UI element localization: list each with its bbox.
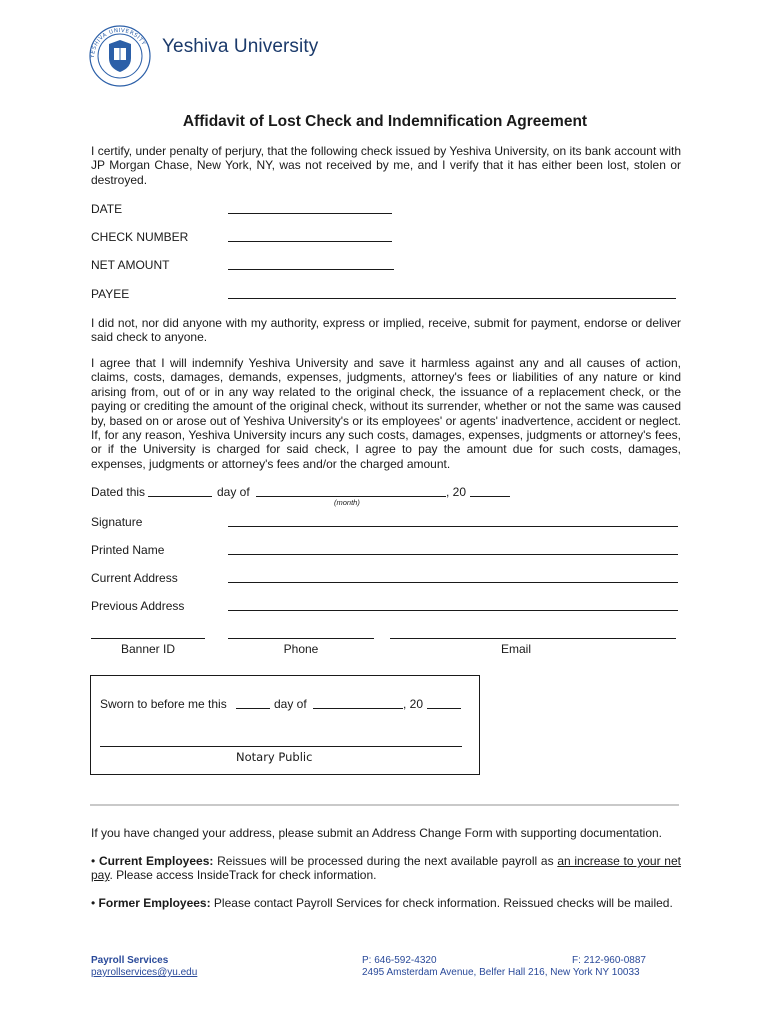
notary-year-field[interactable] xyxy=(427,708,461,709)
former-employees-text: Please contact Payroll Services for check information. Reissued checks will be mailed. xyxy=(210,896,673,910)
current-employees-underlined: an increase to your net pay xyxy=(91,854,681,883)
university-name: Yeshiva University xyxy=(162,36,319,57)
footer-contact xyxy=(91,955,197,979)
signature-label: Signature xyxy=(91,515,143,529)
current-employees-text-1: Reissues will be processed during the next available payroll as xyxy=(213,854,558,868)
notary-month-field[interactable] xyxy=(313,708,403,709)
address-change-note: If you have changed your address, please submit an Address Change Form with supporting documentation. xyxy=(91,826,663,840)
intro-paragraph: I certify, under penalty of perjury, that the following check issued by Yeshiva University, on its bank account with JP Morgan Chase, New York, NY, was not received by me, and I verify that it has either been lost, stolen or destroyed. xyxy=(91,144,681,187)
date-field[interactable] xyxy=(228,213,392,214)
printed-name-label: Printed Name xyxy=(91,543,165,557)
notary-sworn-prefix: Sworn to before me this xyxy=(100,697,227,711)
current-address-field[interactable] xyxy=(228,582,678,583)
current-employees-text-2: . Please access InsideTrack for check information. xyxy=(109,868,377,883)
footer-address-block xyxy=(362,955,646,979)
statement-indemnify: I agree that I will indemnify Yeshiva University and save it harmless against any and all causes of action, claims, costs, damages, demands, expenses, judgments, attorney's fees or liabilities of any nature or kind arising from, out of or in any way related to the original check, the issuance of a replacement check, or the paying or crediting the amount of the original check, without its surrender, whether or not the same was caused by, based on or arose out of Yeshiva University's or its employees' or agents' inadvertence, accident or neglect. If, for any reason, Yeshiva University incurs any such costs, damages, expenses, judgments or attorney's fees, or if the University is charged for said check, I agree to pay the amount due for such costs, damages, expenses, judgments or attorney's fees and/or the charged amount. xyxy=(91,356,681,471)
check-number-field[interactable] xyxy=(228,241,392,242)
dated-year-field[interactable] xyxy=(470,496,510,497)
signature-field[interactable] xyxy=(228,526,678,527)
email-field[interactable] xyxy=(390,638,676,639)
email-label: Email xyxy=(500,642,531,656)
current-employees-note: • Current Employees: Reissues will be processed during the next available payroll as an increase to your net pay. Please access InsideTrack for check information. xyxy=(91,854,681,883)
phone-label: Phone xyxy=(283,642,319,656)
dated-prefix: Dated this xyxy=(91,485,146,499)
page-title: Affidavit of Lost Check and Indemnification Agreement xyxy=(182,113,588,130)
footer-fax: F: 212-960-0887 xyxy=(572,955,646,966)
footer-phone: P: 646-592-4320 xyxy=(362,955,437,966)
footer-address: 2495 Amsterdam Avenue, Belfer Hall 216, New York NY 10033 xyxy=(362,967,640,978)
printed-name-field[interactable] xyxy=(228,554,678,555)
previous-address-field[interactable] xyxy=(228,610,678,611)
dated-day-field[interactable] xyxy=(148,496,212,497)
phone-field[interactable] xyxy=(228,638,374,639)
dated-year-prefix: , 20 xyxy=(446,485,467,499)
notary-day-of: day of xyxy=(274,697,307,711)
footer-email-link[interactable]: payrollservices@yu.edu xyxy=(91,967,198,978)
notary-year-prefix: , 20 xyxy=(403,697,424,711)
banner-id-field[interactable] xyxy=(91,638,205,639)
dated-day-of: day of xyxy=(217,485,250,499)
banner-id-label: Banner ID xyxy=(120,642,176,656)
section-divider xyxy=(90,804,679,806)
previous-address-label: Previous Address xyxy=(91,599,185,613)
statement-no-endorse: I did not, nor did anyone with my authority, express or implied, receive, submit for payment, endorse or deliver said check to anyone. xyxy=(91,316,681,345)
university-seal-icon xyxy=(84,22,156,88)
check-number-label: CHECK NUMBER xyxy=(91,230,189,244)
former-employees-note: • Former Employees: Please contact Payroll Services for check information. Reissued checks will be mailed. xyxy=(91,896,673,910)
payee-label: PAYEE xyxy=(91,287,130,301)
former-employees-label: Former Employees: xyxy=(98,896,211,910)
month-hint: (month) xyxy=(334,498,360,507)
footer-department: Payroll Services xyxy=(91,955,169,966)
net-amount-field[interactable] xyxy=(228,269,394,270)
notary-public-label: Notary Public xyxy=(236,750,313,764)
notary-signature-line[interactable] xyxy=(100,746,462,747)
current-employees-label: Current Employees: xyxy=(98,854,214,868)
date-label: DATE xyxy=(91,202,123,216)
notary-day-field[interactable] xyxy=(236,708,270,709)
net-amount-label: NET AMOUNT xyxy=(91,258,170,272)
current-address-label: Current Address xyxy=(91,571,178,585)
dated-month-field[interactable] xyxy=(256,496,446,497)
seal-lettering: YESHIVA UNIVERSITY xyxy=(89,27,147,59)
payee-field[interactable] xyxy=(228,298,676,299)
